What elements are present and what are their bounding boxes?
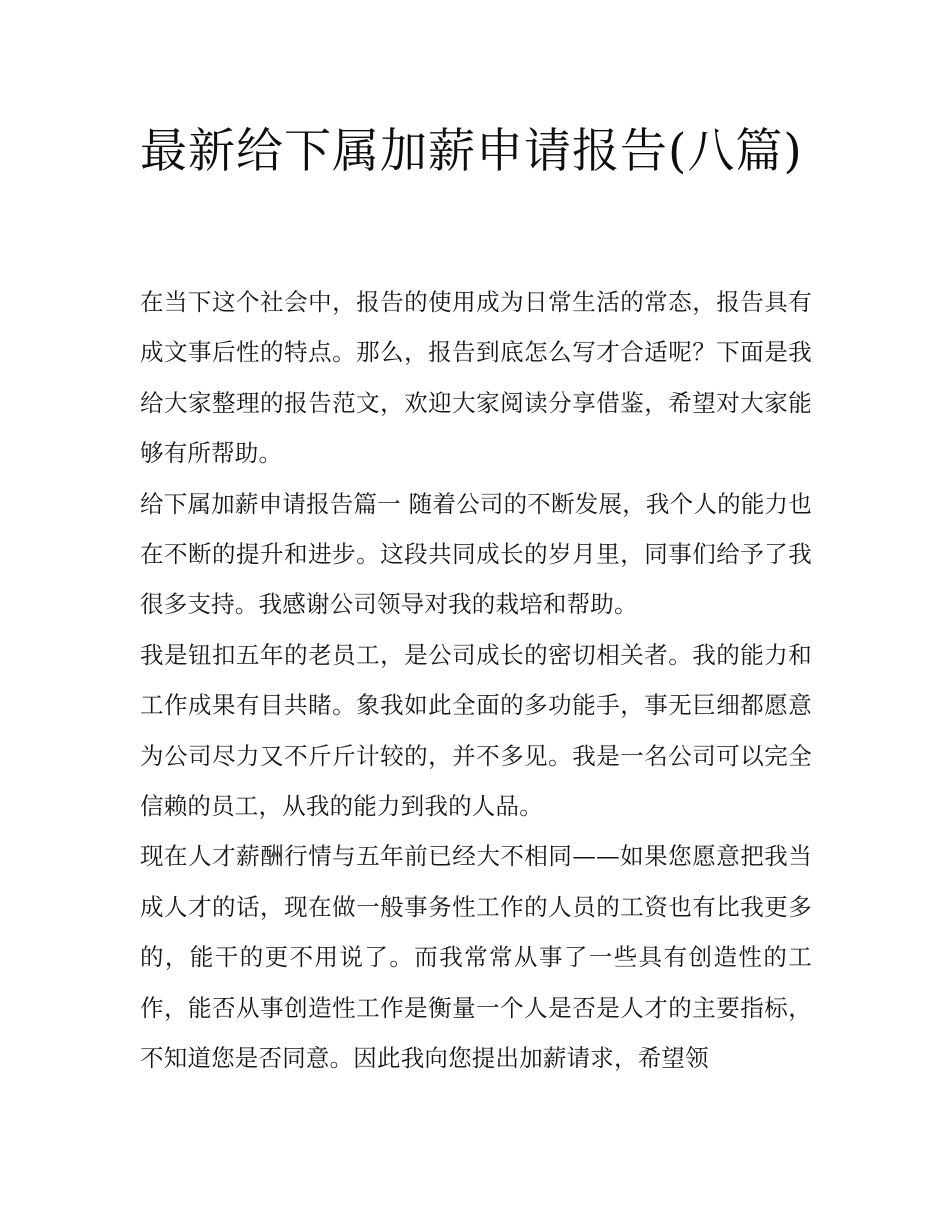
paragraph-1: 给下属加薪申请报告篇一 随着公司的不断发展，我个人的能力也在不断的提升和进步。这段共同成长的岁月里，同事们给予了我很多支持。我感谢公司领导对我的栽培和帮助。 xyxy=(140,489,812,619)
paragraph-intro: 在当下这个社会中，报告的使用成为日常生活的常态，报告具有成文事后性的特点。那么，报告到底怎么写才合适呢？下面是我给大家整理的报告范文，欢迎大家阅读分享借鉴，希望对大家能够有所帮助。 xyxy=(140,288,812,468)
paragraph-2: 我是钮扣五年的老员工，是公司成长的密切相关者。我的能力和工作成果有目共睹。象我如此全面的多功能手，事无巨细都愿意为公司尽力又不斤斤计较的，并不多见。我是一名公司可以完全信赖的员工，从我的能力到我的人品。 xyxy=(140,640,812,821)
document-title: 最新给下属加薪申请报告(八篇) xyxy=(140,124,803,179)
document-body xyxy=(140,277,812,1084)
paragraph-3: 现在人才薪酬行情与五年前已经大不相同——如果您愿意把我当成人才的话，现在做一般事务性工作的人员的工资也有比我更多的，能干的更不用说了。而我常常从事了一些具有创造性的工作，能否从事创造性工作是衡量一个人是否是人才的主要指标，不知道您是否同意。因此我向您提出加薪请求，希望领 xyxy=(140,842,812,1073)
